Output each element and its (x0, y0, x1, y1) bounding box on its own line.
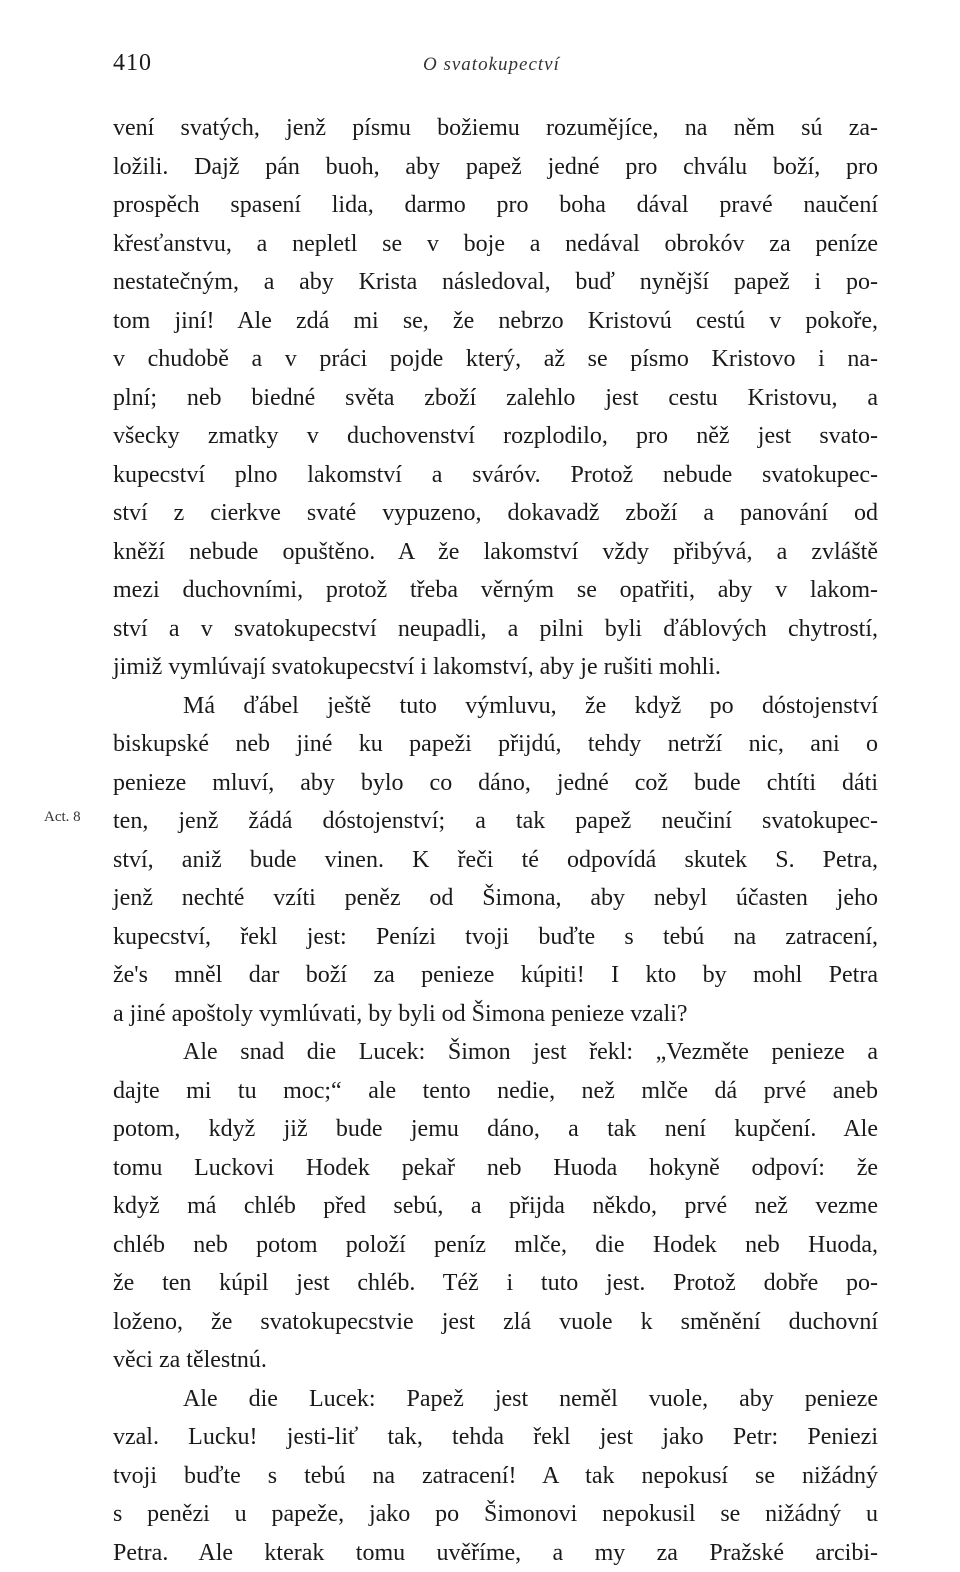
text-line: tom jiní! Ale zdá mi se, že nebrzo Kristovú cestú v pokoře, (113, 302, 878, 341)
text-line: potom, když již bude jemu dáno, a tak není kupčení. Ale (113, 1110, 878, 1149)
text-line: jenž nechté vzíti peněz od Šimona, aby nebyl účasten jeho (113, 879, 878, 918)
text-line: plní; neb biedné světa zboží zalehlo jest cestu Kristovu, a (113, 379, 878, 418)
text-line: nestatečným, a aby Krista následoval, buď nynější papež i po- (113, 263, 878, 302)
text-line: když má chléb před sebú, a přijda někdo, prvé než vezme (113, 1187, 878, 1226)
text-line: že ten kúpil jest chléb. Též i tuto jest. Protož dobře po- (113, 1264, 878, 1303)
text-line: mezi duchovními, protož třeba věrným se opatřiti, aby v lakom- (113, 571, 878, 610)
text-line: ství a v svatokupecství neupadli, a pilni byli ďáblových chytrostí, (113, 610, 878, 649)
text-line: a jiné apoštoly vymlúvati, by byli od Šimona penieze vzali? (113, 995, 878, 1034)
text-line: kněží nebude opuštěno. A že lakomství vždy přibývá, a zvláště (113, 533, 878, 572)
text-line: všecky zmatky v duchovenství rozplodilo, pro něž jest svato- (113, 417, 878, 456)
text-line: s penězi u papeže, jako po Šimonovi nepokusil se nižádný u (113, 1495, 878, 1534)
text-line: vzal. Lucku! jesti-liť tak, tehda řekl jest jako Petr: Peniezi (113, 1418, 878, 1457)
text-line: loženo, že svatokupecstvie jest zlá vuole k směnění duchovní (113, 1303, 878, 1342)
text-line: Má ďábel ještě tuto výmluvu, že když po dóstojenství (113, 687, 878, 726)
page-number: 410 (113, 50, 152, 77)
margin-note: Act. 8 (44, 809, 81, 826)
text-line: ství z cierkve svaté vypuzeno, dokavadž zboží a panování od (113, 494, 878, 533)
text-line: prospěch spasení lida, darmo pro boha dával pravé naučení (113, 186, 878, 225)
text-line: v chudobě a v práci pojde který, až se písmo Kristovo i na- (113, 340, 878, 379)
text-line: chléb neb potom položí peníz mlče, die Hodek neb Huoda, (113, 1226, 878, 1265)
text-line: ložili. Dajž pán buoh, aby papež jedné pro chválu boží, pro (113, 148, 878, 187)
text-line: kupecství, řekl jest: Penízi tvoji buďte s tebú na zatracení, (113, 918, 878, 957)
text-line: ství, aniž bude vinen. K řeči té odpovídá skutek S. Petra, (113, 841, 878, 880)
text-line: Ale snad die Lucek: Šimon jest řekl: „Vezměte penieze a (113, 1033, 878, 1072)
running-title: O svatokupectví (423, 54, 560, 76)
text-line: ten, jenž žádá dóstojenství; a tak papež neučiní svatokupec- (113, 802, 878, 841)
text-line: křesťanstvu, a nepletl se v boje a nedával obrokóv za peníze (113, 225, 878, 264)
page-header (113, 50, 878, 90)
body-text (113, 109, 878, 1572)
text-line: jimiž vymlúvají svatokupecství i lakomství, aby je rušiti mohli. (113, 648, 878, 687)
text-line: vení svatých, jenž písmu božiemu rozumějíce, na něm sú za- (113, 109, 878, 148)
text-line: dajte mi tu moc;“ ale tento nedie, než mlče dá prvé aneb (113, 1072, 878, 1111)
text-line: tvoji buďte s tebú na zatracení! A tak nepokusí se nižádný (113, 1457, 878, 1496)
text-line: kupecství plno lakomství a sváróv. Protož nebude svatokupec- (113, 456, 878, 495)
text-line: tomu Luckovi Hodek pekař neb Huoda hokyně odpoví: že (113, 1149, 878, 1188)
text-line: Ale die Lucek: Papež jest neměl vuole, aby penieze (113, 1380, 878, 1419)
text-line: Petra. Ale kterak tomu uvěříme, a my za Pražské arcibi- (113, 1534, 878, 1572)
text-line: penieze mluví, aby bylo co dáno, jedné což bude chtíti dáti (113, 764, 878, 803)
text-line: věci za tělestnú. (113, 1341, 878, 1380)
text-line: že's mněl dar boží za penieze kúpiti! I kto by mohl Petra (113, 956, 878, 995)
text-line: biskupské neb jiné ku papeži přijdú, tehdy netrží nic, ani o (113, 725, 878, 764)
